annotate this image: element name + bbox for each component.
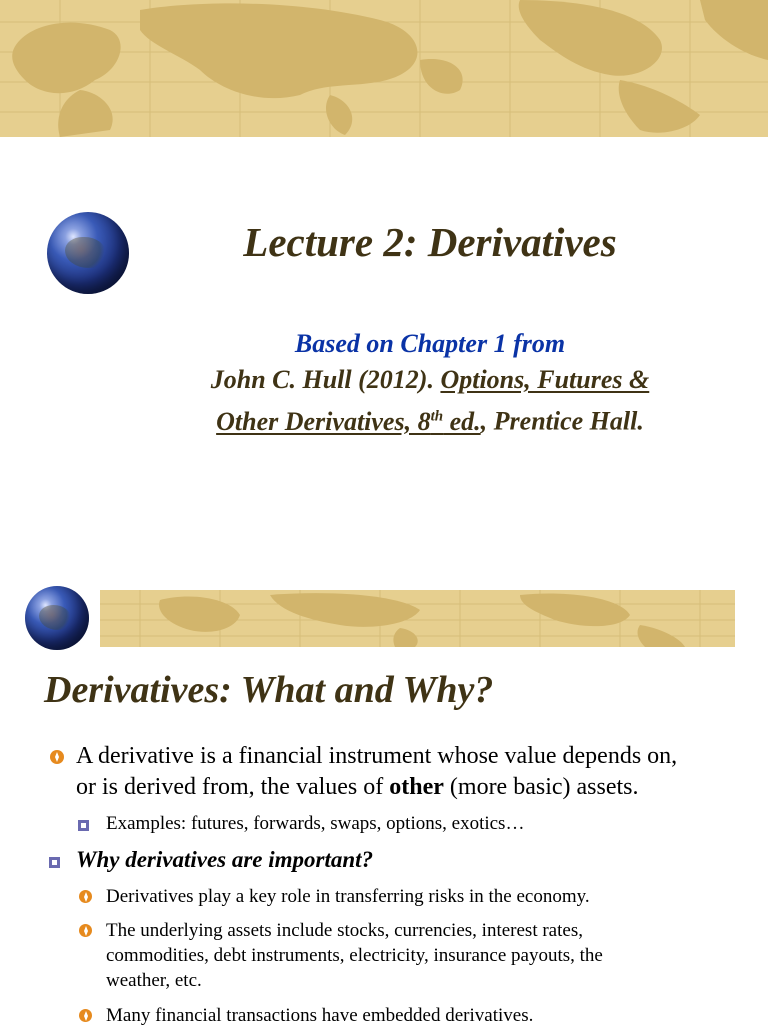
- underlying-assets-line-1: The underlying assets include stocks, currencies, interest rates,: [106, 920, 583, 941]
- world-map-banner: [0, 0, 768, 137]
- subtitle-line-2: [130, 362, 730, 398]
- globe-icon: [25, 586, 89, 650]
- book-title-part-1: Options, Futures &: [440, 365, 650, 394]
- bullet-icon: [79, 890, 92, 903]
- bullet-icon: [79, 1009, 92, 1022]
- bullet-icon: [79, 924, 92, 937]
- world-map-strip-graphic: [100, 590, 735, 647]
- edition-superscript: th: [430, 408, 444, 424]
- world-map-strip: [100, 590, 735, 647]
- subtitle-line-1: Based on Chapter 1 from: [294, 329, 566, 358]
- bullet-1-text: or is derived from, the values of: [76, 774, 390, 800]
- globe-icon: [47, 212, 129, 294]
- bullet-icon: [50, 750, 64, 764]
- lecture-title: Lecture 2: Derivatives: [243, 219, 617, 265]
- book-title-text: Other Derivatives, 8: [216, 406, 431, 436]
- underlying-assets-line-3: weather, etc.: [106, 970, 202, 991]
- sub-bullet-icon: [49, 857, 60, 868]
- bullet-1-text-end: (more basic) assets.: [443, 774, 639, 800]
- book-title-part-2: [216, 407, 481, 436]
- bullet-1-emphasis: other: [389, 774, 444, 800]
- publisher: , Prentice Hall.: [480, 406, 644, 436]
- underlying-assets-line-2: commodities, debt instruments, electricity, insurance payouts, the: [106, 945, 603, 966]
- slide-title: Derivatives: What and Why?: [44, 669, 494, 711]
- risk-transfer-text: Derivatives play a key role in transferring risks in the economy.: [106, 886, 590, 907]
- author-citation: John C. Hull (2012).: [210, 365, 441, 394]
- subtitle-line-3: [130, 398, 730, 440]
- why-heading: Why derivatives are important?: [76, 847, 374, 872]
- bullet-1-line-1: A derivative is a financial instrument whose value depends on,: [76, 743, 678, 769]
- bullet-1-line-2: [76, 772, 639, 803]
- sub-bullet-icon: [78, 820, 89, 831]
- lecture-subtitle: [130, 326, 730, 440]
- edition-suffix: ed.: [443, 406, 481, 436]
- examples-text: Examples: futures, forwards, swaps, options, exotics…: [106, 813, 525, 834]
- world-map-graphic: [0, 0, 768, 137]
- embedded-derivatives-text: Many financial transactions have embedded derivatives.: [106, 1005, 534, 1026]
